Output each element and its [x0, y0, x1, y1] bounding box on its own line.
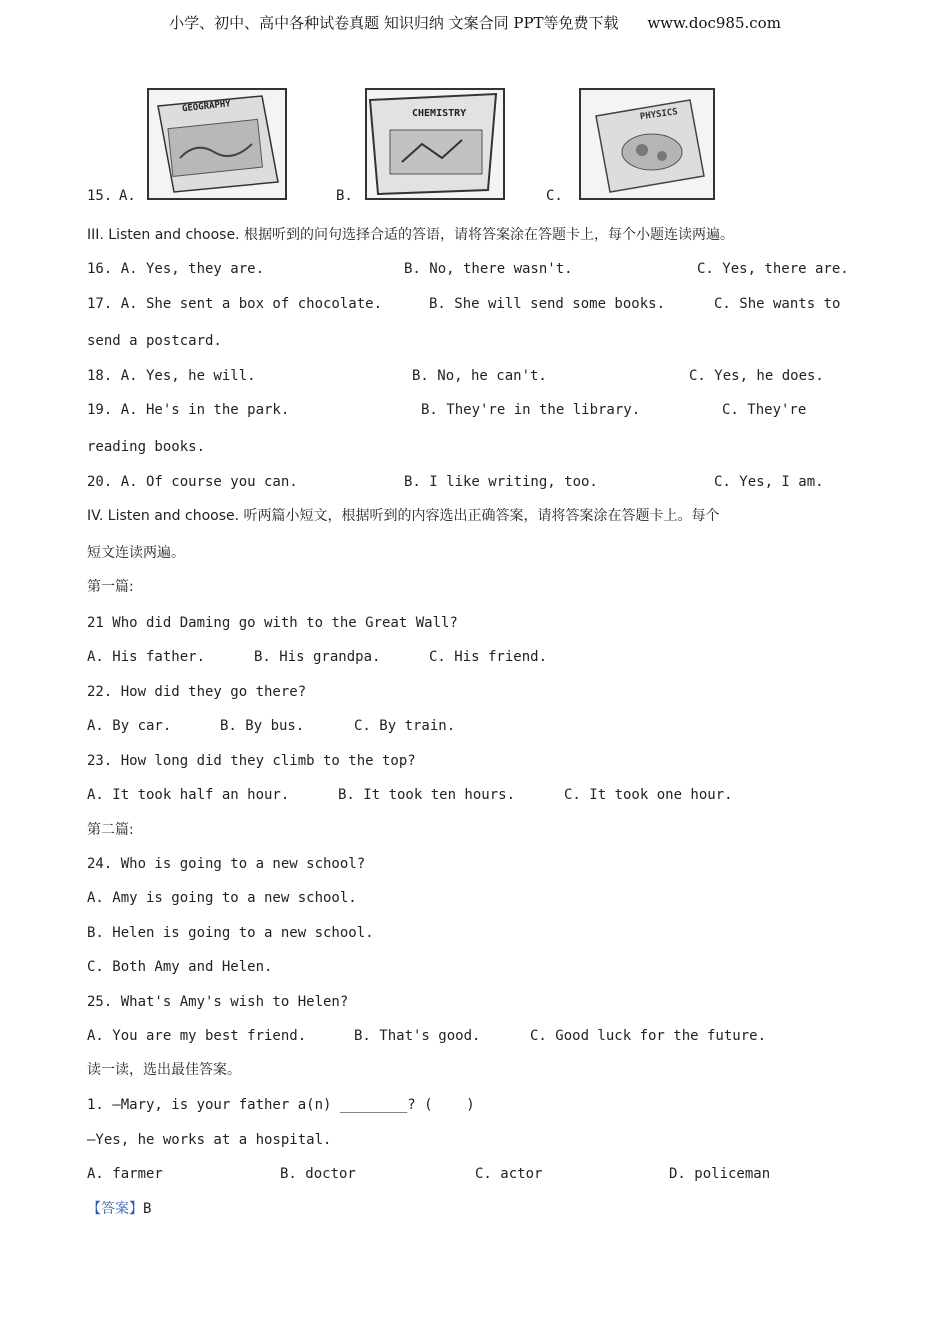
reading-q1-option-b[interactable]: B. doctor	[280, 1166, 356, 1182]
section-3-title: III. Listen and choose. 根据听到的问句选择合适的答语，请将答案涂在答题卡上，每个小题连读两遍。	[87, 227, 734, 243]
q15-option-a[interactable]: A.	[119, 188, 136, 204]
q15-option-c[interactable]: C.	[546, 188, 563, 204]
q22-option-b[interactable]: B. By bus.	[220, 718, 305, 734]
chemistry-book-image	[362, 86, 508, 202]
q18-option-a[interactable]: 18. A. Yes, he will.	[87, 368, 256, 384]
q25-option-b[interactable]: B. That's good.	[354, 1028, 481, 1044]
q20-option-a[interactable]: 20. A. Of course you can.	[87, 474, 298, 490]
q23-option-b[interactable]: B. It took ten hours.	[338, 787, 516, 803]
q25-option-a[interactable]: A. You are my best friend.	[87, 1028, 307, 1044]
q15-number: 15.	[87, 188, 113, 204]
q18-option-c[interactable]: C. Yes, he does.	[689, 368, 824, 384]
q24-option-b[interactable]: B. Helen is going to a new school.	[87, 925, 374, 941]
q23-question: 23. How long did they climb to the top?	[87, 753, 416, 769]
q22-question: 22. How did they go there?	[87, 684, 307, 700]
q24-option-a[interactable]: A. Amy is going to a new school.	[87, 890, 357, 906]
reading-q1-option-c[interactable]: C. actor	[475, 1166, 543, 1182]
q17-option-c[interactable]: C. She wants to	[714, 296, 841, 312]
q18-option-b[interactable]: B. No, he can't.	[412, 368, 547, 384]
q19-option-c[interactable]: C. They're	[722, 402, 807, 418]
q23-option-a[interactable]: A. It took half an hour.	[87, 787, 290, 803]
q19-option-c-cont: reading books.	[87, 439, 206, 455]
page-header	[0, 12, 950, 33]
q25-question: 25. What's Amy's wish to Helen?	[87, 994, 349, 1010]
geography-title: GEOGRAPHY	[181, 99, 232, 115]
q21-option-b[interactable]: B. His grandpa.	[254, 649, 381, 665]
geography-book-image	[144, 86, 290, 202]
passage-2-label: 第二篇:	[87, 822, 134, 838]
reading-title: 读一读，选出最佳答案。	[87, 1062, 241, 1078]
section-4-title-line2: 短文连读两遍。	[87, 545, 185, 561]
q25-option-c[interactable]: C. Good luck for the future.	[530, 1028, 767, 1044]
header-title: 小学、初中、高中各种试卷真题 知识归纳 文案合同 PPT等免费下载	[169, 14, 619, 32]
q17-option-b[interactable]: B. She will send some books.	[429, 296, 666, 312]
q19-option-b[interactable]: B. They're in the library.	[421, 402, 641, 418]
reading-q1-reply: —Yes, he works at a hospital.	[87, 1132, 332, 1148]
q20-option-b[interactable]: B. I like writing, too.	[404, 474, 598, 490]
q21-question: 21 Who did Daming go with to the Great Wall?	[87, 615, 458, 631]
q20-option-c[interactable]: C. Yes, I am.	[714, 474, 824, 490]
chemistry-title: CHEMISTRY	[412, 108, 467, 119]
answer-tag: 【答案】	[87, 1201, 143, 1217]
reading-q1-option-a[interactable]: A. farmer	[87, 1166, 163, 1182]
q24-question: 24. Who is going to a new school?	[87, 856, 366, 872]
reading-q1-question: 1. —Mary, is your father a(n) ________? ( )	[87, 1097, 475, 1113]
q21-option-c[interactable]: C. His friend.	[429, 649, 548, 665]
q19-option-a[interactable]: 19. A. He's in the park.	[87, 402, 290, 418]
q16-option-a[interactable]: 16. A. Yes, they are.	[87, 261, 265, 277]
q22-option-a[interactable]: A. By car.	[87, 718, 172, 734]
header-url[interactable]: www.doc985.com	[647, 14, 781, 32]
q16-option-c[interactable]: C. Yes, there are.	[697, 261, 849, 277]
q21-option-a[interactable]: A. His father.	[87, 649, 206, 665]
q22-option-c[interactable]: C. By train.	[354, 718, 456, 734]
q23-option-c[interactable]: C. It took one hour.	[564, 787, 733, 803]
q16-option-b[interactable]: B. No, there wasn't.	[404, 261, 573, 277]
physics-book-image	[576, 86, 718, 202]
q17-option-a[interactable]: 17. A. She sent a box of chocolate.	[87, 296, 383, 312]
q24-option-c[interactable]: C. Both Amy and Helen.	[87, 959, 273, 975]
passage-1-label: 第一篇:	[87, 579, 134, 595]
physics-title: PHYSICS	[639, 107, 679, 123]
answer-line	[87, 1199, 151, 1219]
reading-q1-option-d[interactable]: D. policeman	[669, 1166, 771, 1182]
section-4-title-line1: IV. Listen and choose. 听两篇小短文，根据听到的内容选出正确答案，请将答案涂在答题卡上。每个	[87, 508, 720, 524]
q15-option-b[interactable]: B.	[336, 188, 353, 204]
q17-option-c-cont: send a postcard.	[87, 333, 222, 349]
answer-value: B	[143, 1201, 152, 1217]
